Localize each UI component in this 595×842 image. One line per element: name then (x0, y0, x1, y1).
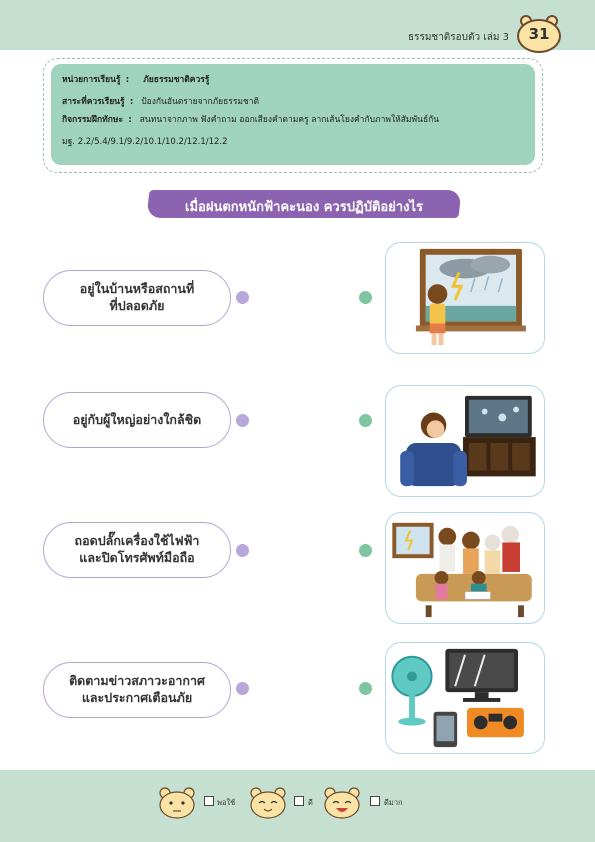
info-unit-label: หน่วยการเรียนรู้ (62, 75, 121, 85)
info-unit-value: ภัยธรรมชาติควรรู้ (143, 75, 210, 85)
phrase-line: อยู่กับผู้ใหญ่อย่างใกล้ชิด (72, 411, 202, 427)
rating-fair-label: พอใช้ (217, 798, 236, 807)
boy-watching-tv-icon (385, 385, 545, 497)
family-on-sofa-icon (385, 512, 545, 624)
child-at-rainy-window-icon (385, 242, 545, 354)
info-activity-value: สนทนาจากภาพ ฟังคำถาม ออกเสียงคำตามครู ลากเส้นโยงคำกับภาพให้สัมพันธ์กัน (139, 115, 440, 125)
phrase-safe-place[interactable] (43, 270, 231, 326)
electrical-appliances-icon (385, 642, 545, 754)
rating-excellent-label: ดีมาก (384, 798, 403, 807)
bear-good-icon (248, 786, 288, 820)
info-activity-label: กิจกรรมฝึกทักษะ (62, 115, 124, 125)
match-dot-right-1[interactable] (359, 291, 372, 304)
phrase-follow-weather-news[interactable] (43, 662, 231, 718)
rating-good-label: ดี (308, 798, 313, 807)
bear-fair-icon (157, 786, 197, 820)
page-number: 31 (528, 25, 550, 43)
phrase-line: และปิดโทรศัพท์มือถือ (79, 550, 195, 565)
rating-excellent-checkbox[interactable] (370, 796, 380, 806)
match-dot-left-2[interactable] (236, 414, 249, 427)
info-content-row: สาระที่ควรเรียนรู้ : ป้องกันอันตรายจากภัยธรรมชาติ (62, 97, 260, 107)
phrase-stay-with-adult[interactable] (43, 392, 231, 448)
phrase-line: ติดตามข่าวสภาวะอากาศ (69, 673, 205, 689)
page-number-badge (517, 15, 561, 55)
info-content-label: สาระที่ควรเรียนรู้ (62, 97, 125, 107)
match-dot-right-4[interactable] (359, 682, 372, 695)
info-activity-row: กิจกรรมฝึกทักษะ : สนทนาจากภาพ ฟังคำถาม ออกเสียงคำตามครู ลากเส้นโยงคำกับภาพให้สัมพันธ์กัน (62, 115, 440, 125)
book-title: ธรรมชาติรอบตัว เล่ม 3 (407, 32, 509, 43)
footer-band (0, 770, 595, 842)
match-dot-right-2[interactable] (359, 414, 372, 427)
info-standards: มฐ. 2.2/5.4/9.1/9.2/10.1/10.2/12.1/12.2 (62, 137, 228, 147)
match-dot-left-1[interactable] (236, 291, 249, 304)
phrase-line: อยู่ในบ้านหรือสถานที่ (79, 281, 195, 297)
bear-excellent-icon (322, 786, 362, 820)
page-title: เมื่อฝนตกหนักฟ้าคะนอง ควรปฏิบัติอย่างไร (185, 200, 423, 215)
info-content-value: ป้องกันอันตรายจากภัยธรรมชาติ (141, 97, 260, 107)
info-unit-row: หน่วยการเรียนรู้ : ภัยธรรมชาติควรรู้ (62, 75, 210, 85)
match-dot-right-3[interactable] (359, 544, 372, 557)
match-dot-left-4[interactable] (236, 682, 249, 695)
phrase-unplug-devices[interactable] (43, 522, 231, 578)
phrase-line: ที่ปลอดภัย (109, 298, 165, 313)
phrase-line: และประกาศเตือนภัย (81, 690, 193, 705)
match-dot-left-3[interactable] (236, 544, 249, 557)
phrase-line: ถอดปลั๊กเครื่องใช้ไฟฟ้า (74, 533, 200, 549)
rating-good-checkbox[interactable] (294, 796, 304, 806)
rating-fair-checkbox[interactable] (204, 796, 214, 806)
